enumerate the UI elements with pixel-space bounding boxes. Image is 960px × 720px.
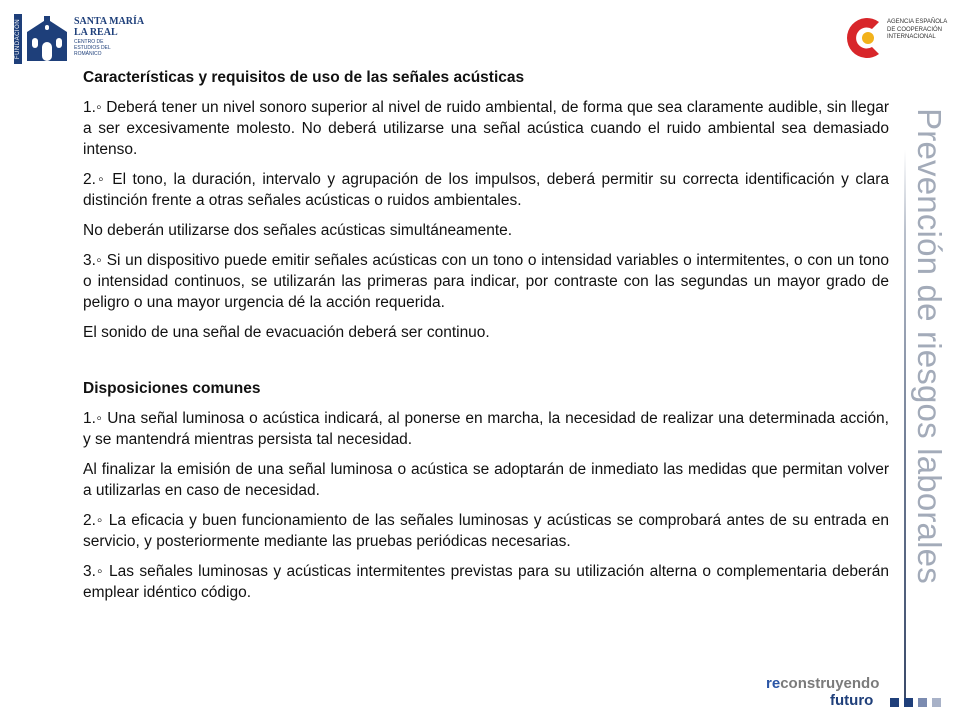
footer-line-1-rest: construyendo <box>780 675 880 692</box>
paragraph: 1.◦ Deberá tener un nivel sonoro superior al nivel de ruido ambiental, de forma que sea claramente audible, sin llegar a ser excesivamente molesto. No deberá utilizarse una señal acústica cuando el ruido ambiental sea demasiado intenso. <box>83 99 889 158</box>
footer-prefix: re <box>766 675 781 692</box>
footer-square-icon <box>932 698 941 707</box>
document-body <box>83 67 889 612</box>
section-gap <box>83 352 889 378</box>
paragraph: 2.◦ El tono, la duración, intervalo y agrupación de los impulsos, deberá permitir su correcta identificación y clara distinción frente a otras señales acústicas o ruidos ambientales. <box>83 171 889 209</box>
footer-square-icon <box>918 698 927 707</box>
paragraph: 1.◦ Una señal luminosa o acústica indicará, al ponerse en marcha, la necesidad de realizar una determinada acción, y se mantendrá mientras persista tal necesidad. <box>83 410 889 448</box>
side-title: Prevención de riesgos laborales <box>911 108 948 584</box>
side-title-container <box>906 108 952 584</box>
paragraph: 3.◦ Las señales luminosas y acústicas intermitentes previstas para su utilización alterna o complementaria deberán emplear idéntico código. <box>83 563 889 601</box>
logo-vertical-text: FUNDACIÓN <box>15 18 21 60</box>
aecid-c-icon <box>843 14 887 62</box>
paragraph: 3.◦ Si un dispositivo puede emitir señales acústicas con un tono o intensidad variables o intermitentes, o con un tono o intensidad continuos, se utilizarán las primeras para indicar, por contraste con las segundas un mayor grado de peligro o una mayor urgencia dé la acción requerida. <box>83 252 889 311</box>
section-heading-acoustic-signals: Características y requisitos de uso de las señales acústicas <box>83 69 525 86</box>
paragraph: El sonido de una señal de evacuación deberá ser continuo. <box>83 324 490 341</box>
footer-line-1 <box>766 676 879 692</box>
paragraph: 2.◦ La eficacia y buen funcionamiento de las señales luminosas y acústicas se comprobará antes de su entrada en servicio, y posteriormente mediante las pruebas periódicas necesarias. <box>83 512 889 550</box>
logo-line-2: LA REAL <box>74 27 118 38</box>
church-icon <box>25 16 69 62</box>
logo-line-3: CENTRO DE ESTUDIOS DEL ROMÁNICO <box>74 39 111 57</box>
aecid-text: AGENCIA ESPAÑOLA DE COOPERACIÓN INTERNACIONAL <box>887 19 947 40</box>
footer-square-icon <box>890 698 899 707</box>
aecid-logo <box>843 14 951 62</box>
section-heading-common-provisions: Disposiciones comunes <box>83 380 261 397</box>
reconstruyendo-futuro-logo <box>766 676 946 716</box>
footer-line-2: futuro <box>830 692 874 709</box>
paragraph: Al finalizar la emisión de una señal luminosa o acústica se adoptarán de inmediato las medidas que permitan volver a utilizarlas en caso de necesidad. <box>83 461 889 499</box>
fundacion-santa-maria-logo <box>14 14 145 64</box>
logo-line-1: SANTA MARÍA <box>74 16 145 27</box>
footer-square-icon <box>904 698 913 707</box>
paragraph: No deberán utilizarse dos señales acústicas simultáneamente. <box>83 222 513 239</box>
